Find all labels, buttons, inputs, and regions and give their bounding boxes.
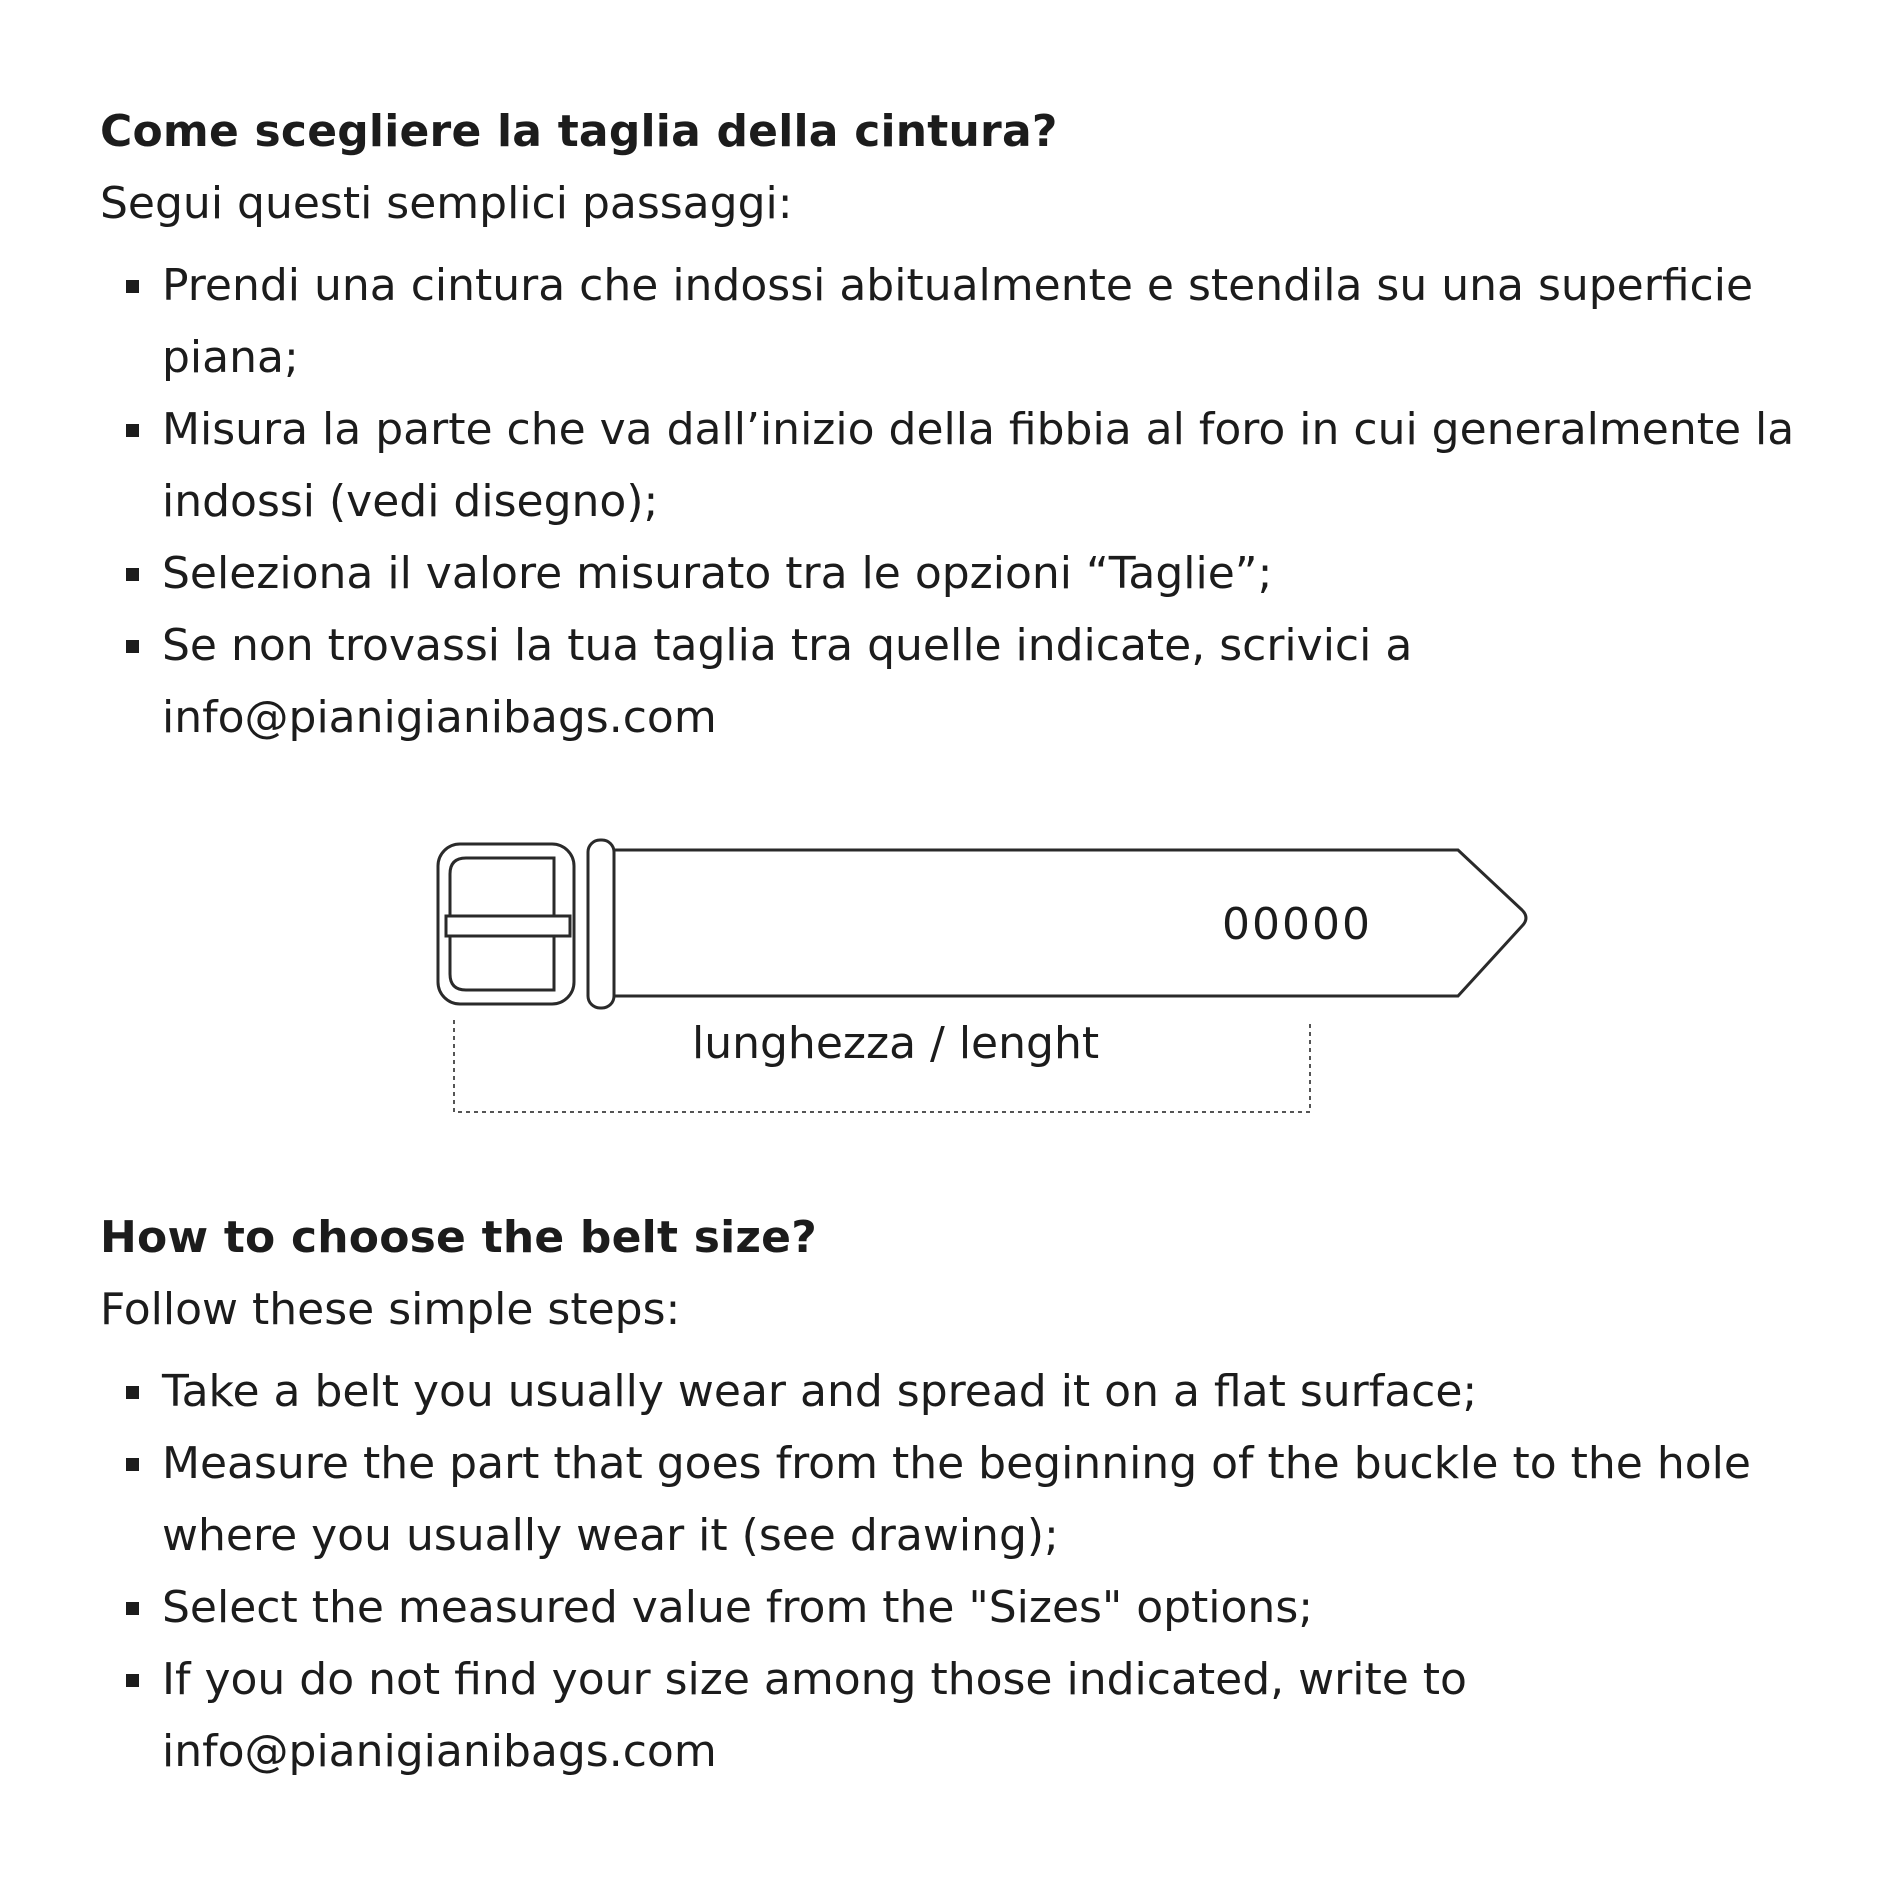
italian-intro: Segui questi semplici passaggi: (100, 178, 793, 229)
list-item (100, 1428, 1860, 1572)
italian-steps-list (100, 250, 1860, 754)
square-bullet-icon (126, 1386, 139, 1399)
belt-drawing (400, 820, 1580, 1160)
list-item (100, 610, 1860, 754)
buckle-prong-icon (446, 916, 570, 936)
step-text: Select the measured value from the "Sizes" options; (162, 1582, 1314, 1633)
square-bullet-icon (126, 1458, 139, 1471)
square-bullet-icon (126, 1674, 139, 1687)
step-text: Se non trovassi la tua taglia tra quelle indicate, scrivici a info@pianigianibags.com (162, 620, 1413, 743)
step-text: Prendi una cintura che indossi abitualmente e stendila su una superficie piana; (162, 260, 1754, 383)
belt-strap (612, 850, 1526, 996)
italian-heading: Come scegliere la taglia della cintura? (100, 106, 1058, 157)
list-item (100, 1644, 1860, 1788)
italian-section (100, 96, 1860, 754)
list-item (100, 538, 1860, 610)
square-bullet-icon (126, 640, 139, 653)
english-section (100, 1202, 1860, 1788)
square-bullet-icon (126, 1602, 139, 1615)
step-text: Take a belt you usually wear and spread it on a flat surface; (162, 1366, 1478, 1417)
step-text: Misura la parte che va dall’inizio della fibbia al foro in cui generalmente la indossi (vedi disegno); (162, 404, 1795, 527)
english-steps-list (100, 1356, 1860, 1788)
list-item (100, 1356, 1860, 1428)
square-bullet-icon (126, 568, 139, 581)
belt-holes: 00000 (1222, 899, 1372, 950)
step-text: If you do not find your size among those indicated, write to info@pianigianibags.com (162, 1654, 1467, 1777)
length-label: lunghezza / lenght (692, 1018, 1100, 1069)
step-text: Seleziona il valore misurato tra le opzioni “Taglie”; (162, 548, 1273, 599)
english-intro: Follow these simple steps: (100, 1284, 681, 1335)
list-item (100, 250, 1860, 394)
square-bullet-icon (126, 280, 139, 293)
list-item (100, 1572, 1860, 1644)
english-heading: How to choose the belt size? (100, 1212, 817, 1263)
belt-measurement-diagram (400, 820, 1580, 1160)
belt-keeper-icon (588, 840, 614, 1008)
list-item (100, 394, 1860, 538)
square-bullet-icon (126, 424, 139, 437)
step-text: Measure the part that goes from the beginning of the buckle to the hole where you usually wear it (see drawing); (162, 1438, 1751, 1561)
